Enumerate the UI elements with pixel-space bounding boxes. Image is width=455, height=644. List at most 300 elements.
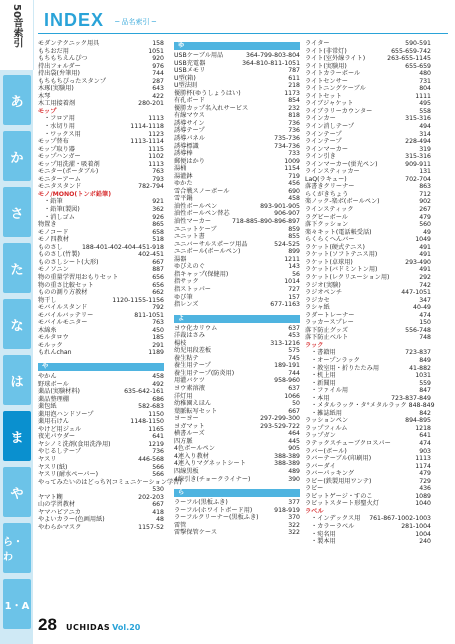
index-entry: [174, 301, 300, 309]
entry-page: 887: [152, 266, 164, 274]
entry-term: 雪合戦スノーボール: [174, 187, 230, 195]
entry-term: 木工用接着剤: [38, 100, 76, 108]
index-entry: [174, 430, 300, 438]
entry-page: 667: [288, 407, 300, 415]
entry-page: 590-591: [405, 40, 431, 47]
entry-page: 240: [419, 538, 431, 546]
index-entry: [38, 266, 164, 274]
entry-term: ラーフルクリーナー(黒板ふき): [174, 514, 259, 522]
index-entry: [305, 282, 431, 290]
entry-page: 48: [156, 516, 164, 524]
entry-term: USBケーブル用品: [174, 52, 224, 59]
index-entry: [174, 286, 300, 294]
entry-term: やわらかマスク: [38, 523, 82, 531]
index-entry: [174, 445, 300, 453]
entry-page: 848-849: [408, 402, 435, 410]
tab-ta[interactable]: た: [3, 243, 31, 293]
index-entry: [38, 221, 164, 229]
entry-page: 364-810-811-1051: [242, 59, 300, 67]
index-entry: [305, 425, 431, 433]
tab-ka[interactable]: か: [3, 131, 31, 181]
entry-page: 712: [419, 190, 431, 198]
entry-page: 1066: [284, 392, 300, 400]
entry-term: ラジオ(実験): [305, 281, 341, 289]
entry-page: 723-837-849: [391, 394, 431, 402]
entry-term: ラジカセ: [305, 296, 330, 304]
entry-page: 1211: [284, 255, 300, 263]
tab-ma[interactable]: ま: [3, 411, 31, 461]
index-entry: [38, 304, 164, 312]
entry-term: ・消しゴム: [44, 213, 75, 221]
index-entry: [174, 385, 300, 393]
entry-page: 782-794: [138, 183, 164, 191]
entry-page: 495: [419, 100, 431, 108]
entry-page: 559: [419, 379, 431, 387]
index-entry: [174, 393, 300, 401]
page-subtitle: ─ 品名索引 ─: [115, 17, 156, 26]
spacer: [38, 357, 164, 361]
index-entry: [174, 82, 300, 90]
entry-term: モップ用洗濯・吸着剤: [38, 160, 100, 168]
page-footer: [38, 615, 448, 641]
entry-term: 4色ボールペン: [174, 445, 215, 453]
entry-term: ヤマハピアニカ: [38, 508, 81, 516]
index-entry: [174, 97, 300, 105]
entry-page: 422: [152, 92, 164, 100]
entry-page: 1014: [284, 278, 300, 286]
entry-term: ヨガマット: [174, 422, 205, 430]
entry-term: ラベル: [305, 507, 324, 515]
entry-page: 655-659-742: [391, 47, 431, 55]
entry-page: 297-299-300: [260, 415, 300, 423]
entry-term: 用灌バケツ: [174, 377, 205, 385]
index-entry: [305, 183, 431, 191]
section-header: ゆ: [174, 42, 300, 50]
entry-term: 四方脈: [174, 437, 193, 445]
entry-page: 734-736: [274, 142, 300, 150]
index-entry: [38, 388, 164, 396]
entry-page: 322: [288, 521, 300, 529]
entry-term: ・机上用: [311, 372, 336, 380]
entry-term: 山の学習教材: [38, 501, 76, 509]
index-entry: [305, 198, 431, 206]
entry-term: ・製本用: [311, 538, 336, 546]
entry-term: ・カラーラベル: [311, 523, 355, 530]
spacer: [174, 483, 300, 487]
entry-term: 雪平鍋: [174, 195, 193, 203]
entry-page: 40-49: [413, 304, 431, 312]
entry-page: 854: [288, 97, 300, 105]
entry-term: 楊枝: [174, 339, 187, 347]
entry-term: ヤスリ(耐水ペーパー): [38, 471, 99, 479]
entry-page: 1150: [148, 410, 164, 418]
tab-ya[interactable]: や: [3, 467, 31, 517]
entry-term: ラシャ紙: [305, 304, 330, 312]
index-entry: [174, 325, 300, 333]
index-entry: [305, 229, 431, 237]
index-entry: [305, 357, 431, 365]
entry-page: 315-316: [405, 153, 431, 161]
index-entry: [305, 274, 431, 282]
entry-term: ゆび筆: [174, 293, 193, 301]
index-entry: [305, 523, 431, 531]
entry-term: 湯器: [174, 255, 187, 263]
entry-page: 733: [288, 150, 300, 158]
index-entry: [305, 48, 431, 56]
entry-term: ヤシノミ洗剤(食用洗浄用): [38, 440, 111, 448]
entry-page: 736: [288, 119, 300, 127]
index-entry: [38, 214, 164, 222]
index-entry: [174, 529, 300, 537]
index-entry: [305, 289, 431, 297]
index-entry: [174, 165, 300, 173]
entry-page: 677-1163: [270, 301, 300, 309]
entry-term: ユニット書: [174, 233, 205, 241]
entry-term: モップ替布: [38, 138, 69, 146]
entry-page: 1157-52: [138, 523, 164, 531]
entry-page: 859: [288, 225, 300, 233]
entry-page: 293-529-722: [260, 422, 300, 430]
entry-term: ラインスティック: [305, 206, 354, 214]
entry-page: 1111: [415, 92, 431, 100]
index-entry: [38, 259, 164, 267]
entry-term: 郵便はかり: [174, 157, 205, 165]
entry-page: 1120-1155-1156: [112, 296, 164, 304]
entry-term: ラバーテーブル(印刷用): [305, 455, 372, 463]
entry-page: 655-659: [405, 62, 431, 70]
entry-page: 792: [152, 304, 164, 312]
entry-page: 491: [419, 243, 431, 251]
section-header: や: [38, 363, 164, 371]
entry-page: 811-1051: [134, 311, 164, 319]
entry-page: 731: [419, 77, 431, 85]
entry-page: 818: [288, 112, 300, 120]
entry-term: 木琢(実験用): [38, 85, 74, 93]
entry-page: 842: [419, 409, 431, 417]
entry-page: 849: [419, 356, 431, 364]
entry-term: 木綿糸: [38, 326, 57, 334]
entry-page: 491: [419, 251, 431, 259]
index-entry: [174, 241, 300, 249]
entry-page: 899: [288, 248, 300, 256]
entry-page: 287: [152, 77, 164, 85]
index-entry: [38, 441, 164, 449]
spacer: [174, 309, 300, 313]
index-entry: [305, 297, 431, 305]
entry-page: 575: [288, 347, 300, 355]
index-entry: [305, 538, 431, 546]
entry-page: 702-704: [405, 175, 431, 183]
entry-page: 1189: [148, 349, 164, 357]
entry-page: 865: [152, 221, 164, 229]
index-entry: [174, 476, 300, 484]
index-entry: [305, 161, 431, 169]
entry-page: 480: [419, 70, 431, 78]
entry-page: 1174: [415, 462, 431, 470]
index-entry: [174, 332, 300, 340]
entry-page: 458: [288, 195, 300, 203]
tab-ha[interactable]: は: [3, 355, 31, 405]
index-entry: [305, 206, 431, 214]
entry-page: 641: [152, 433, 164, 441]
index-entry: [38, 342, 164, 350]
index-entry: [174, 278, 300, 286]
entry-term: 指レンズ: [174, 301, 199, 309]
entry-term: ヤスリ(紙): [38, 463, 68, 471]
entry-term: 養生用テープ: [174, 362, 211, 370]
entry-term: 4連入りマグネットシート: [174, 460, 246, 468]
index-entry: [305, 319, 431, 327]
brand-name: UCHIDAS: [66, 623, 111, 632]
entry-term: ものさしシート(大形): [38, 258, 99, 266]
entry-page: 1113: [148, 115, 164, 123]
entry-page: 863: [419, 183, 431, 191]
index-entry: [38, 100, 164, 108]
index-entry: [305, 131, 431, 139]
entry-page: 641: [419, 432, 431, 440]
entry-page: 787: [288, 67, 300, 75]
entry-term: やよいカラー(色画用紙): [38, 516, 105, 524]
entry-term: モニタスタンド: [38, 183, 82, 191]
index-entry: [305, 221, 431, 229]
entry-page: 1218: [415, 424, 431, 432]
entry-page: 314: [419, 130, 431, 138]
page-header: [44, 10, 448, 32]
entry-term: ライター: [305, 40, 330, 47]
entry-page: 1049: [415, 236, 431, 244]
index-entry: [305, 312, 431, 320]
entry-term: 薬用石けん: [38, 418, 69, 426]
entry-term: USB充電器: [174, 59, 206, 67]
entry-page: 736: [152, 448, 164, 456]
entry-page: 566: [152, 471, 164, 479]
entry-page: 436: [419, 485, 431, 493]
entry-term: ラーフル(黒板ふき): [174, 499, 228, 507]
entry-page: 56: [292, 270, 300, 278]
entry-term: ラインテープ: [305, 130, 342, 138]
entry-page: 556-748: [405, 326, 431, 334]
index-entry: [305, 251, 431, 259]
index-entry: [174, 408, 300, 416]
index-entry: [305, 138, 431, 146]
tab-ra-wa[interactable]: ら・わ: [3, 523, 31, 573]
entry-page: 189-191: [274, 362, 300, 370]
entry-page: 893-901-905: [260, 202, 300, 210]
entry-page: 690: [288, 187, 300, 195]
entry-term: ・書籍用: [311, 349, 336, 357]
entry-page: 464: [288, 430, 300, 438]
entry-term: 雷管: [174, 521, 187, 529]
entry-page: 719: [288, 172, 300, 180]
entry-term: ゆかた: [174, 180, 193, 188]
entry-term: ものさし(竹製): [38, 251, 80, 259]
entry-page: 445: [288, 437, 300, 445]
entry-term: ・オープンラック: [311, 356, 360, 364]
entry-page: 479: [419, 213, 431, 221]
entry-page: 582-683: [138, 403, 164, 411]
entry-term: 幼稚園えほん: [174, 400, 212, 408]
entry-term: 薬包紙: [38, 403, 57, 411]
entry-term: ・雑誌紙用: [311, 409, 342, 417]
entry-page: 847: [419, 387, 431, 395]
entry-term: モバイルスタンド: [38, 304, 88, 312]
entry-term: ・インデックス用: [311, 515, 361, 523]
page-number: 28: [38, 615, 57, 634]
entry-page: 292: [419, 273, 431, 281]
entry-term: ヤスリ: [38, 455, 57, 463]
entry-term: 落下防止グッズ: [305, 326, 349, 334]
entry-term: ラビットスタート形聖火灯: [305, 500, 379, 508]
index-entry: [305, 470, 431, 478]
index-entry: [38, 131, 164, 139]
entry-page: 804: [419, 85, 431, 93]
index-entry: [305, 372, 431, 380]
index-entry: [38, 168, 164, 176]
entry-page: 643: [152, 85, 164, 93]
entry-page: 50: [292, 400, 300, 408]
entry-term: ラインマーカー(蛍光ペン): [305, 160, 378, 168]
entry-page: 291: [152, 341, 164, 349]
entry-page: 491: [419, 266, 431, 274]
entry-page: 906-907: [274, 210, 300, 218]
entry-term: ・水切り用: [44, 123, 75, 131]
entry-page: 131: [419, 168, 431, 176]
index-entry: [174, 112, 300, 120]
entry-page: 263-655-1145: [387, 55, 431, 63]
entry-term: 幼児用段差板: [174, 347, 212, 355]
entry-term: ラインテープ: [305, 138, 342, 146]
index-entry: [305, 402, 435, 410]
index-entry: [38, 85, 164, 93]
index-entry: [305, 266, 431, 274]
entry-page: 958-960: [274, 377, 300, 385]
entry-page: 742: [419, 281, 431, 289]
entry-page: 1113: [415, 455, 431, 463]
index-entry: [38, 349, 164, 357]
index-column-2: [174, 40, 300, 537]
entry-page: 793: [152, 175, 164, 183]
sidebar-vertical-label: 50音索引: [11, 4, 22, 48]
index-entry: [174, 415, 300, 423]
entry-term: モバイルモニター: [38, 319, 88, 327]
index-entry: [38, 55, 164, 63]
index-entry: [174, 347, 300, 355]
entry-term: らくらくへんバー: [305, 236, 355, 244]
entry-term: モバイルバッテリー: [38, 311, 94, 319]
index-entry: [174, 362, 300, 370]
entry-term: ラッションペン: [305, 417, 349, 425]
entry-page: 1089: [415, 492, 431, 500]
entry-term: ものの測り方教材: [38, 289, 88, 297]
entry-term: ラインマーカー: [305, 145, 349, 153]
entry-page: 494: [419, 123, 431, 131]
entry-term: ラジオペンチ: [305, 289, 343, 297]
entry-term: 指サック: [174, 278, 199, 286]
entry-page: 390: [288, 475, 300, 483]
entry-page: 1115: [148, 145, 164, 153]
entry-term: ラテックスチューブクロスパー: [305, 439, 391, 447]
index-entry: [38, 464, 164, 472]
entry-page: 727: [288, 285, 300, 293]
tab-a[interactable]: あ: [3, 75, 31, 125]
entry-term: ・鉛筆: [44, 198, 63, 206]
entry-page: 188-401-402-404-451-918: [81, 243, 164, 251]
tab-1-a[interactable]: 1・A: [3, 579, 31, 629]
entry-term: モノ/MONO(トンボ鉛筆): [38, 190, 112, 198]
entry-term: モップ: [38, 107, 57, 115]
entry-term: 湯灌鉢: [174, 172, 193, 180]
entry-term: ライン引き: [305, 153, 336, 161]
entry-page: 347: [419, 296, 431, 304]
entry-term: モノソニン: [38, 266, 69, 274]
index-entry: [38, 334, 164, 342]
entry-page: 322: [288, 529, 300, 537]
entry-page: 635-642-161: [124, 388, 164, 396]
index-entry: [305, 70, 431, 78]
entry-term: ライトセット: [305, 92, 342, 100]
index-entry: [38, 274, 164, 282]
entry-term: モルック: [38, 341, 63, 349]
entry-term: 有孔ボード: [174, 97, 205, 105]
entry-term: ラケット(ソフトテニス用): [305, 251, 378, 259]
index-entry: [38, 456, 164, 464]
entry-page: 524-525: [274, 240, 300, 248]
entry-page: 281-1004: [401, 523, 431, 530]
entry-page: 921: [152, 198, 164, 206]
index-entry: [305, 349, 431, 357]
entry-term: 洋裁はさみ: [174, 332, 205, 340]
entry-page: 729: [419, 477, 431, 485]
index-entry: [38, 198, 164, 206]
entry-page: 232: [288, 104, 300, 112]
section-header: よ: [174, 315, 300, 323]
entry-term: 薬品整理棚: [38, 395, 69, 403]
index-entry: [38, 206, 164, 214]
entry-page: 736: [288, 127, 300, 135]
tab-na[interactable]: な: [3, 299, 31, 349]
index-entry: [305, 455, 431, 463]
entry-page: 453: [288, 332, 300, 340]
entry-term: 葉脈転写セット: [174, 407, 218, 415]
index-entry: [305, 63, 431, 71]
entry-page: 418: [152, 508, 164, 516]
tab-sa[interactable]: さ: [3, 187, 31, 237]
index-entry: [305, 515, 431, 523]
entry-term: ラップガン: [305, 432, 336, 440]
entry-page: 918-919: [274, 506, 300, 514]
entry-page: 611: [288, 74, 300, 82]
index-entry: [38, 403, 164, 411]
entry-page: 656: [152, 281, 164, 289]
index-entry: [305, 432, 431, 440]
entry-term: ヨーヨー: [174, 415, 199, 423]
entry-term: ・本用: [311, 394, 330, 402]
entry-page: 456: [288, 180, 300, 188]
index-entry: [305, 500, 431, 508]
entry-page: 450: [152, 326, 164, 334]
entry-page: 909-911: [405, 160, 431, 168]
entry-page: 748: [419, 334, 431, 342]
entry-term: ラケット(レクリエーション用): [305, 273, 390, 281]
index-entry: [38, 319, 164, 327]
entry-term: USBメモリ: [174, 67, 206, 75]
index-entry: [174, 195, 300, 203]
entry-page: 1154: [284, 165, 300, 173]
entry-term: 誘導標識: [174, 142, 199, 150]
index-entry: [174, 499, 300, 507]
entry-term: 誘導テープ: [174, 127, 205, 135]
index-entry: [174, 180, 300, 188]
